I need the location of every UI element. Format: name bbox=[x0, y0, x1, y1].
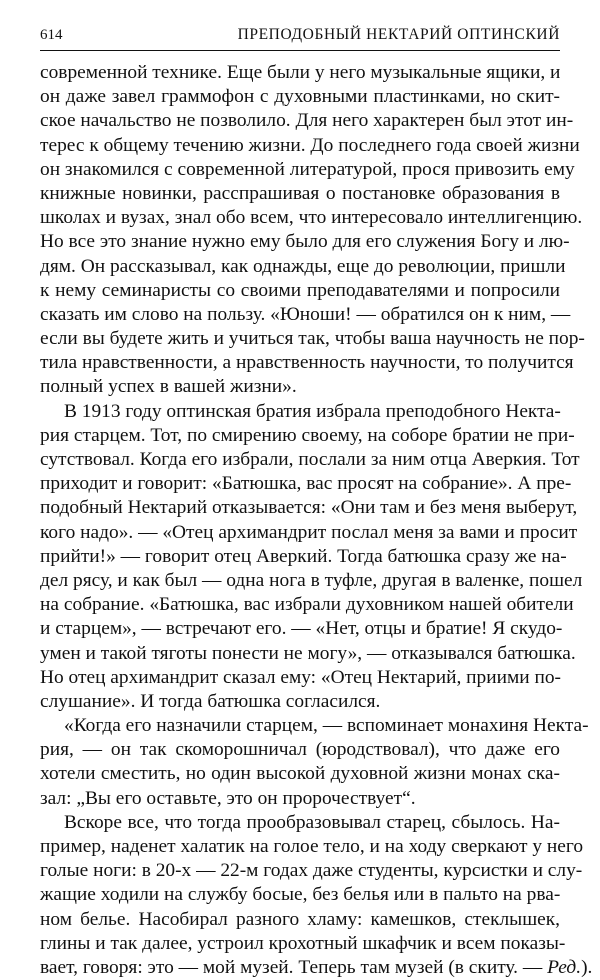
text-line: книжные новинки, расспрашивая о постановке образования в bbox=[40, 182, 560, 204]
paragraph-4 bbox=[40, 811, 593, 980]
text-line: пример, наденет халатик на голое тело, и на ходу сверкают у него bbox=[40, 836, 584, 857]
text-line: современной технике. Еще были у него музыкальные ящики, и bbox=[40, 62, 561, 83]
text-line: рия, — он так скоморошничал (юродствовал), что даже его bbox=[40, 739, 560, 761]
text-line: на собрание. «Батюшка, вас избрали духовником нашей обители bbox=[40, 594, 574, 616]
text-line: кого надо». — «Отец архимандрит послал меня за вами и просит bbox=[40, 521, 578, 543]
text-line: прийти!» — говорит отец Аверкий. Тогда батюшка сразу же на- bbox=[40, 545, 567, 567]
paragraph-1 bbox=[40, 61, 585, 400]
text-line: сказать им слово на пользу. «Юноши! — обратился он к ним, — bbox=[40, 303, 571, 325]
text-line: тила нравственности, а нравственность научности, то получится bbox=[40, 352, 574, 374]
final-line-tail: ). bbox=[581, 956, 593, 978]
text-line: рия старцем. Тот, по смирению своему, на соборе братии не при- bbox=[40, 424, 575, 446]
text-line: Но отец архимандрит сказал ему: «Отец Нектарий, приими по- bbox=[40, 666, 561, 688]
paragraph-3 bbox=[40, 714, 589, 811]
body-text bbox=[40, 61, 593, 980]
text-line: сутствовал. Когда его избрали, послали за ним отца Аверкия. Тот bbox=[40, 449, 580, 470]
text-line: слушание». И тогда батюшка согласился. bbox=[40, 690, 381, 712]
page-number: 614 bbox=[40, 27, 63, 43]
text-line: В 1913 году оптинская братия избрала преподобного Некта- bbox=[64, 400, 561, 422]
text-line: ское начальство не позволило. Для него характерен был этот ин- bbox=[40, 110, 574, 132]
text-line: жащие ходили на службу босые, без белья или в пальто на рва- bbox=[40, 884, 561, 906]
text-line: дям. Он рассказывал, как однажды, еще до революции, пришли bbox=[40, 255, 566, 277]
text-line: подобный Нектарий отказывается: «Они там и без меня выберут, bbox=[40, 497, 578, 519]
book-page bbox=[40, 26, 593, 980]
editor-note: Ред. bbox=[547, 956, 582, 978]
text-line: ном белье. Насобирал разного хламу: камешков, стеклышек, bbox=[40, 908, 560, 930]
text-line: зал: „Вы его оставьте, это он пророчествует“. bbox=[40, 787, 416, 809]
final-line-text: вает, говоря: это — мой музей. Теперь там музей (в скиту. — bbox=[40, 956, 543, 978]
text-line: глины и так далее, устроил крохотный шкафчик и всем показы- bbox=[40, 932, 566, 954]
text-line-final bbox=[40, 956, 593, 980]
text-line: приходит и говорит: «Батюшка, вас просят на собрание». А пре- bbox=[40, 473, 572, 495]
text-line: хотели сместить, но один высокой духовной жизни монах ска- bbox=[40, 763, 560, 785]
paragraph-2 bbox=[40, 400, 583, 714]
text-line: и старцем», — встречают его. — «Нет, отцы и братие! Я скудо- bbox=[40, 618, 563, 640]
text-line: голые ноги: в 20-х — 22-м годах даже студенты, курсистки и слу- bbox=[40, 860, 583, 882]
text-line: к нему семинаристы со своими преподавателями и попросили bbox=[40, 279, 560, 301]
running-title: ПРЕПОДОБНЫЙ НЕКТАРИЙ ОПТИНСКИЙ bbox=[237, 26, 560, 43]
text-line: умен и такой тяготы понести не могу», — отказывался батюшка. bbox=[40, 642, 576, 664]
text-line: школах и вузах, знал обо всем, что интересовало интеллигенцию. bbox=[40, 207, 583, 229]
text-line: Вскоре все, что тогда прообразовывал старец, сбылось. На- bbox=[64, 811, 560, 833]
text-line: дел рясу, и как был — одна нога в туфле, другая в валенке, пошел bbox=[40, 569, 583, 591]
text-line: терес к общему течению жизни. До последнего года своей жизни bbox=[40, 134, 580, 156]
text-line: он даже завел граммофон с духовными пластинками, но скит- bbox=[40, 86, 560, 108]
text-line: Но все это знание нужно ему было для его служения Богу и лю- bbox=[40, 231, 570, 253]
text-line: «Когда его назначили старцем, — вспоминает монахиня Некта- bbox=[64, 715, 589, 737]
page-header bbox=[40, 26, 560, 51]
text-line: он знакомился с современной литературой, прося привозить ему bbox=[40, 158, 575, 180]
text-line: если вы будете жить и учиться так, чтобы ваша научность не пор- bbox=[40, 328, 585, 350]
text-line: полный успех в вашей жизни». bbox=[40, 376, 297, 398]
